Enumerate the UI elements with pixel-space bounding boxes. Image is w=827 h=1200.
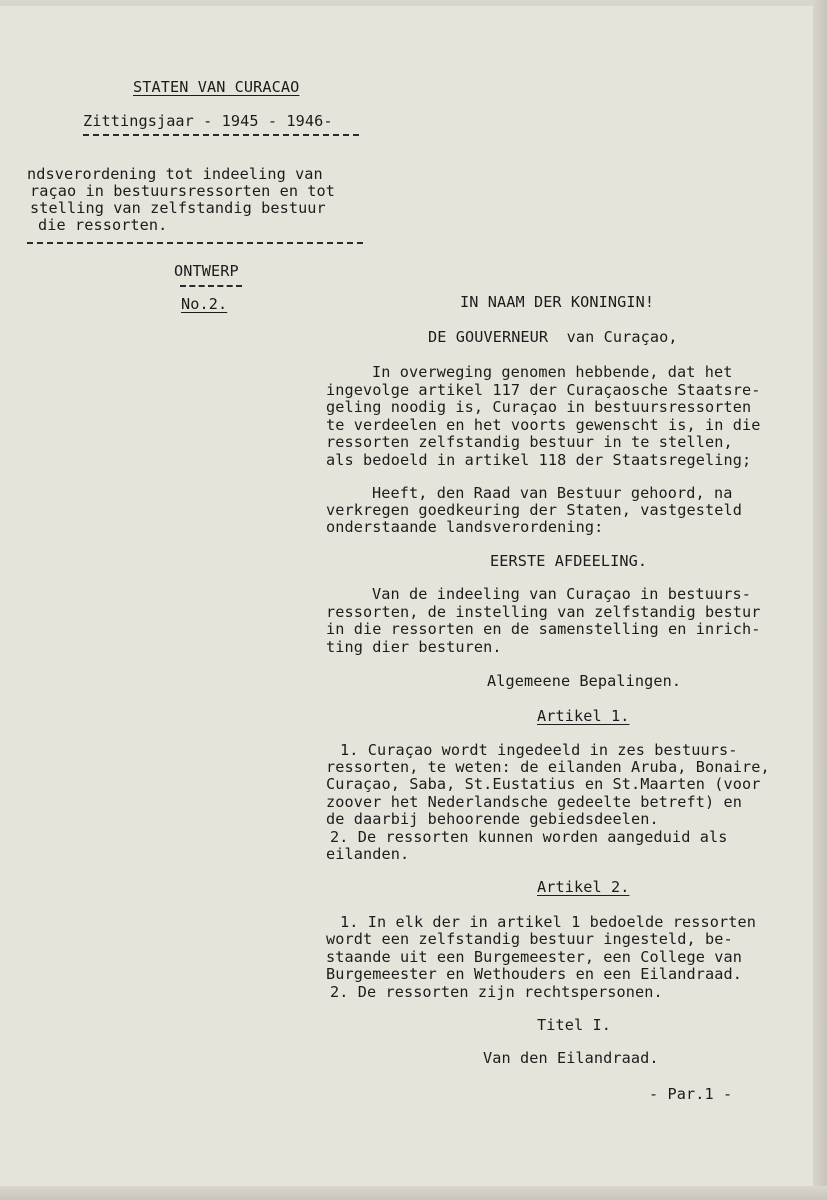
session-year: Zittingsjaar - 1945 - 1946- <box>83 112 333 130</box>
divider-1 <box>83 134 359 136</box>
subject-line: raçao in bestuursressorten en tot <box>30 182 336 200</box>
consideration-line: ingevolge artikel 117 der Curaçaosche Staatsre- <box>326 381 761 399</box>
section-heading: EERSTE AFDEELING. <box>490 552 648 570</box>
section-description-line: ressorten, de instelling van zelfstandig bestur <box>326 603 761 621</box>
article-1-line: 2. De ressorten kunnen worden aangeduid als <box>330 828 728 846</box>
enactment-line: verkregen goedkeuring der Staten, vastgesteld <box>326 501 742 519</box>
page-edge-bottom <box>0 1186 827 1200</box>
consideration-line: te verdeelen en het voorts gewenscht is, in die <box>326 416 761 434</box>
article-1-line: Curaçao, Saba, St.Eustatius en St.Maarten (voor <box>326 775 761 793</box>
article-2-title: Artikel 2. <box>537 878 630 896</box>
divider-2 <box>27 242 363 244</box>
page-edge-top <box>0 0 827 6</box>
document-title: STATEN VAN CURACAO <box>133 78 300 96</box>
article-2-line: wordt een zelfstandig bestuur ingesteld, be- <box>326 930 733 948</box>
subject-line: ndsverordening tot indeeling van <box>27 165 323 183</box>
enactment-line: Heeft, den Raad van Bestuur gehoord, na <box>372 484 733 502</box>
title-1-heading: Titel I. <box>537 1016 611 1034</box>
article-1-line: ressorten, te weten: de eilanden Aruba, Bonaire, <box>326 758 770 776</box>
title-1-subtitle: Van den Eilandraad. <box>483 1049 659 1067</box>
article-1-title: Artikel 1. <box>537 707 630 725</box>
enactment-line: onderstaande landsverordening: <box>326 518 604 536</box>
article-1-line: eilanden. <box>326 845 410 863</box>
section-description-line: ting dier besturen. <box>326 638 502 656</box>
consideration-line: als bedoeld in artikel 118 der Staatsregeling; <box>326 451 752 469</box>
general-provisions: Algemeene Bepalingen. <box>487 672 682 690</box>
section-description-line: Van de indeeling van Curaçao in bestuurs- <box>372 585 751 603</box>
consideration-line: In overweging genomen hebbende, dat het <box>372 363 733 381</box>
article-2-line: 2. De ressorten zijn rechtspersonen. <box>330 983 663 1001</box>
article-2-line: Burgemeester en Wethouders en een Eilandraad. <box>326 965 742 983</box>
section-description-line: in die ressorten en de samenstelling en inrich- <box>326 620 761 638</box>
article-2-line: 1. In elk der in artikel 1 bedoelde ressorten <box>340 913 756 931</box>
article-1-line: de daarbij behoorende gebiedsdeelen. <box>326 810 659 828</box>
preamble-heading: IN NAAM DER KONINGIN! <box>460 293 655 311</box>
consideration-line: ressorten zelfstandig bestuur in te stellen, <box>326 433 733 451</box>
continuation-marker: - Par.1 - <box>649 1085 733 1103</box>
page-edge-right <box>813 0 827 1200</box>
article-1-line: zoover het Nederlandsche gedeelte betreft) en <box>326 793 742 811</box>
draft-number: No.2. <box>181 295 228 313</box>
governor-line: DE GOUVERNEUR van Curaçao, <box>428 328 678 346</box>
draft-underline <box>180 285 242 287</box>
draft-label: ONTWERP <box>174 262 239 280</box>
consideration-line: geling noodig is, Curaçao in bestuursressorten <box>326 398 752 416</box>
article-2-line: staande uit een Burgemeester, een College van <box>326 948 742 966</box>
subject-line: die ressorten. <box>38 216 168 234</box>
article-1-line: 1. Curaçao wordt ingedeeld in zes bestuurs- <box>340 741 738 759</box>
subject-line: stelling van zelfstandig bestuur <box>30 199 326 217</box>
